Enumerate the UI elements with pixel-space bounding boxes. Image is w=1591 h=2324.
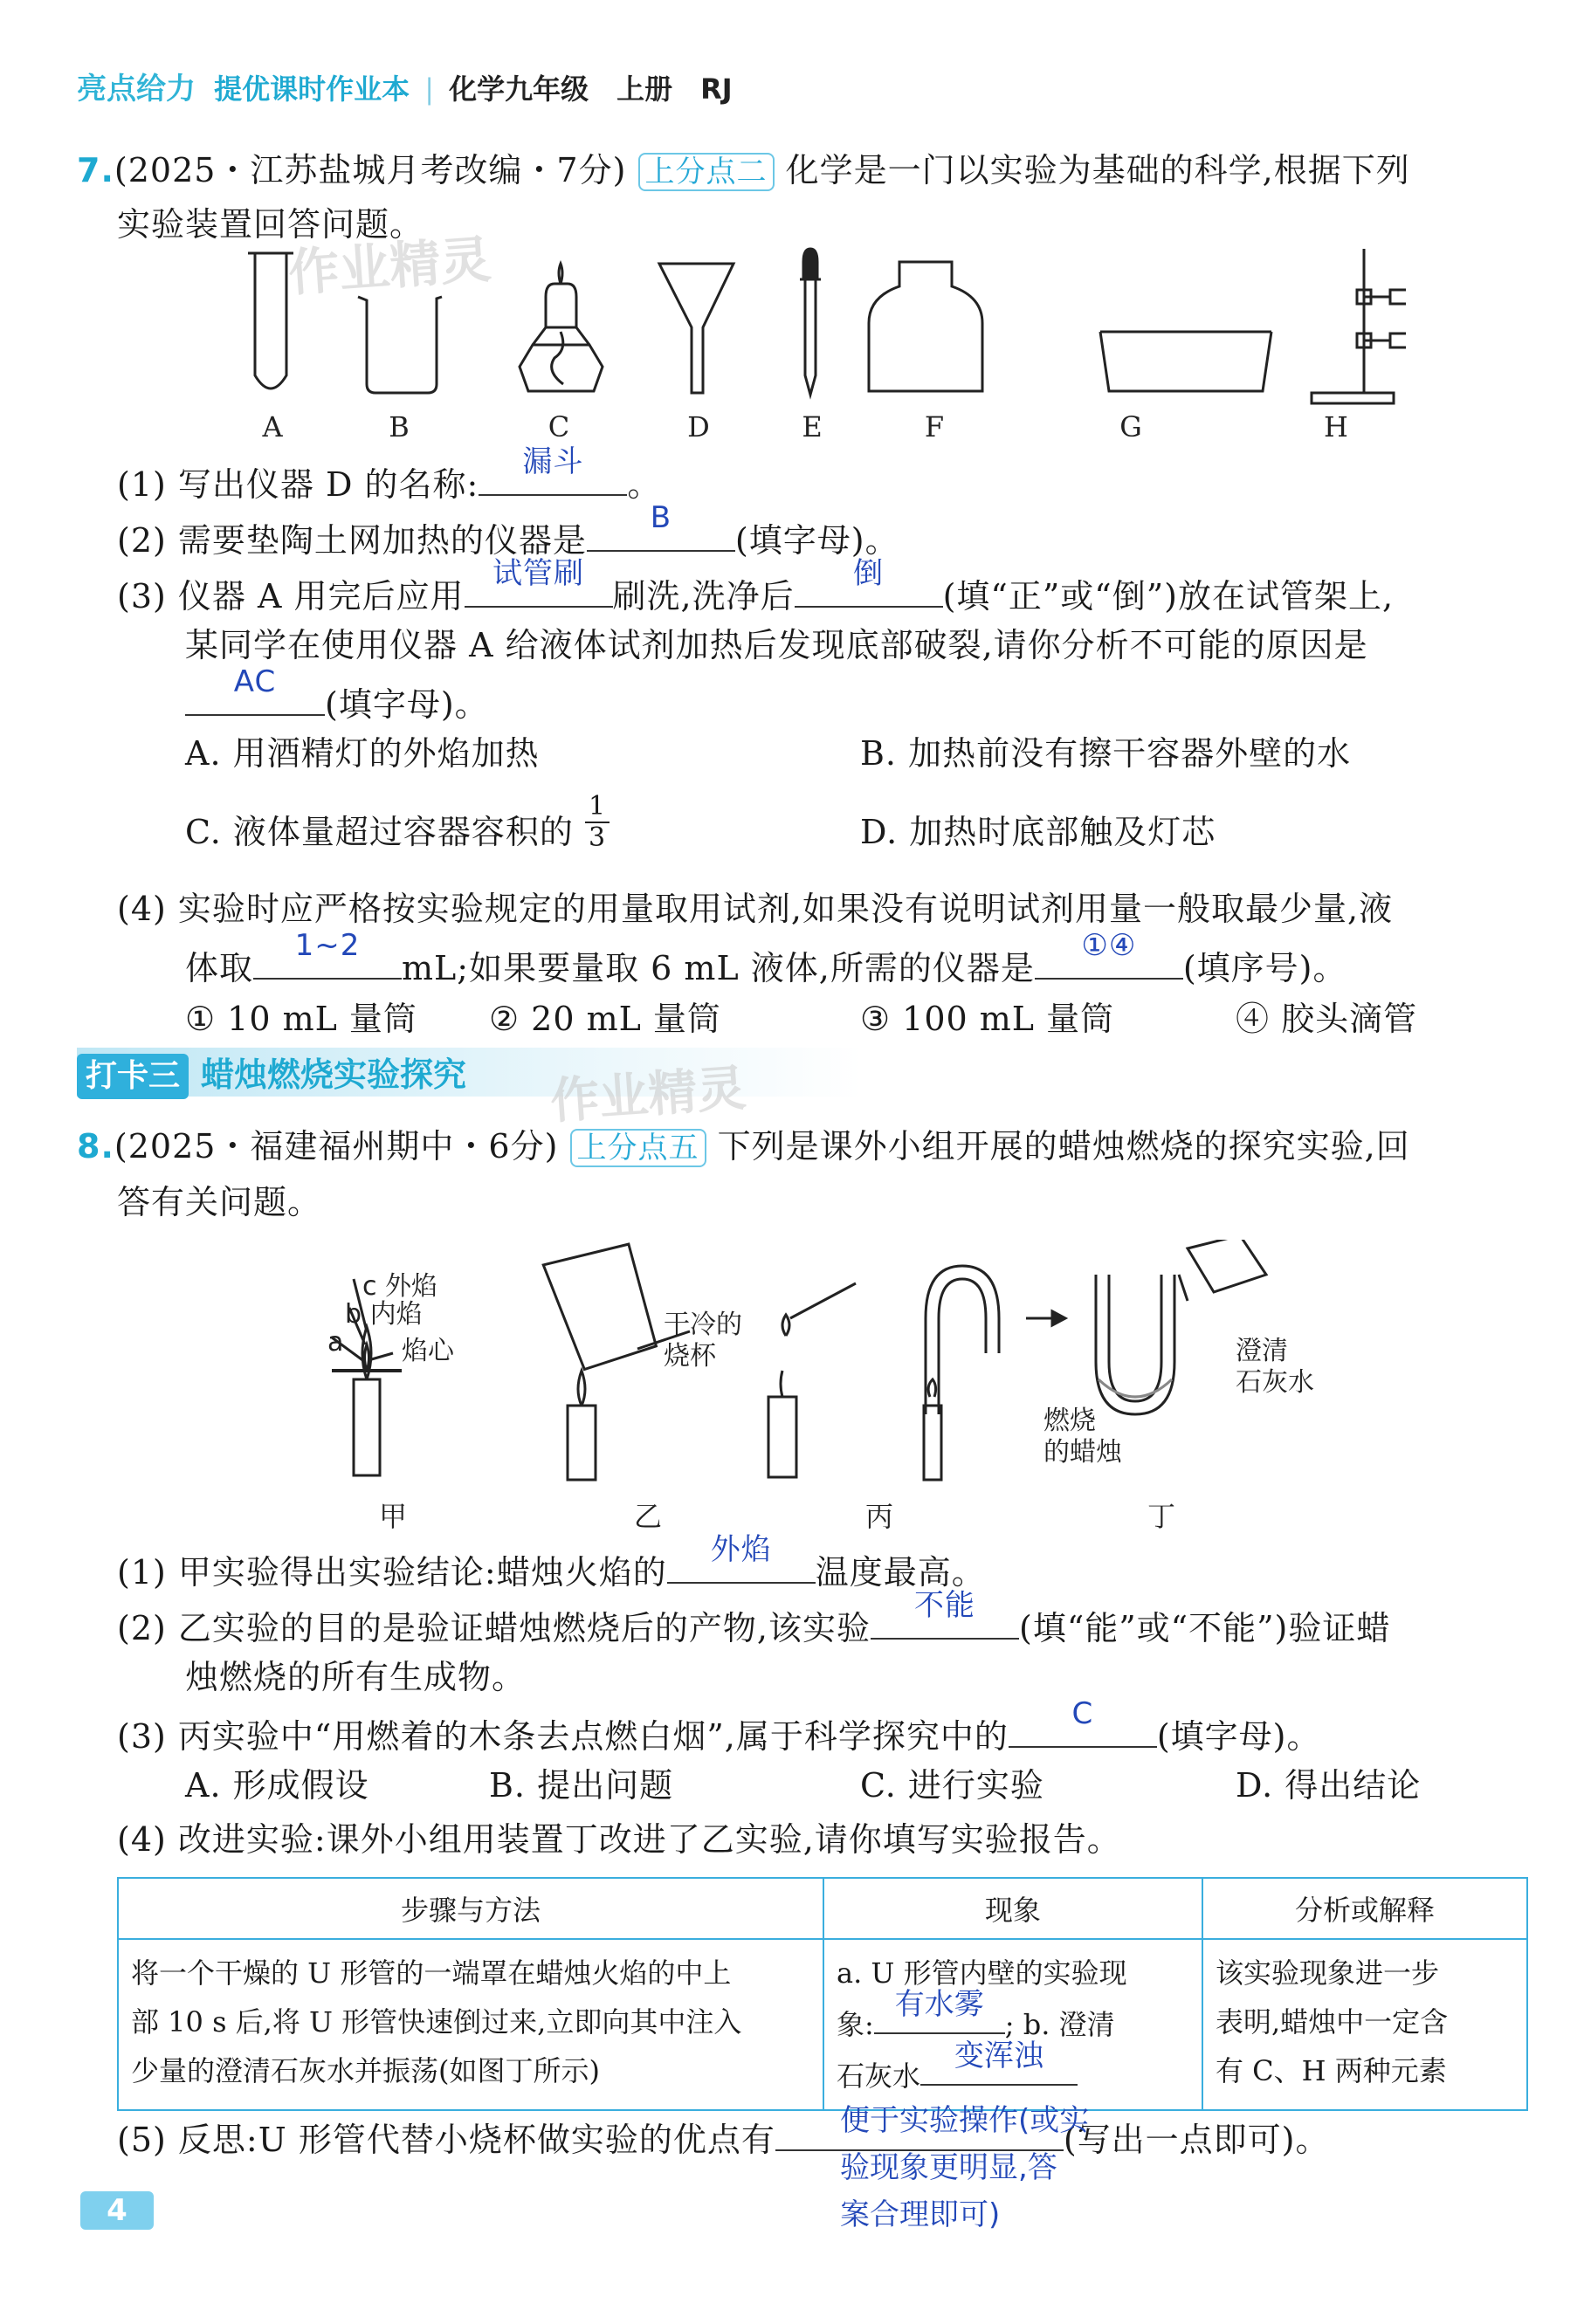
q7-number: 7. <box>77 151 114 189</box>
label-cold-beaker: 干冷的 烧杯 <box>664 1310 742 1372</box>
header-divider: | <box>424 72 434 106</box>
table-cell-phenomenon: a. U 形管内壁的实验现 象: 有水雾 ; b. 澄清 石灰水 变浑浊 <box>823 1939 1202 2110</box>
figure-label-ding: 丁 <box>1147 1500 1175 1533</box>
q7-stem: 化学是一门以实验为基础的科学,根据下列 <box>785 151 1410 189</box>
table-header-phenomenon: 现象 <box>823 1878 1202 1939</box>
section-title: 蜡烛燃烧实验探究 <box>201 1055 467 1094</box>
q7-tag: 上分点二 <box>638 153 775 191</box>
q7-part4-line2: 体取 1~2 mL;如果要量取 6 mL 液体,所需的仪器是 ①④ (填序号)。 <box>185 928 1347 987</box>
q7-part4-option-2: ② 20 mL 量筒 <box>489 1000 721 1038</box>
q8-answer-2: 不能 <box>871 1603 1019 1640</box>
experiment-report-table <box>117 1877 1528 2111</box>
label-limewater: 澄清 石灰水 <box>1236 1336 1314 1398</box>
q8-option-c: C. 进行实验 <box>860 1766 1044 1805</box>
q8-answer-3: C <box>1009 1711 1157 1748</box>
q7-option-d: D. 加热时底部触及灯芯 <box>860 813 1216 851</box>
q8-part3: (3) 丙实验中“用燃着的木条去点燃白烟”,属于科学探究中的 C (填字母)。 <box>117 1696 1321 1756</box>
q8-stem: 下列是课外小组开展的蜡烛燃烧的探究实验,回 <box>717 1127 1410 1165</box>
table-header-steps: 步骤与方法 <box>118 1878 823 1939</box>
q7-answer-4a: 1~2 <box>253 943 402 980</box>
q8-stem-line1 <box>77 1126 1410 1167</box>
wide-mouth-bottle-icon <box>869 262 982 391</box>
label-inner-flame: b 内焰 <box>345 1299 423 1330</box>
q8-part4: (4) 改进实验:课外小组用装置丁改进了乙实验,请你填写实验报告。 <box>117 1820 1121 1859</box>
q7-part4-option-4: ④ 胶头滴管 <box>1236 1000 1418 1038</box>
q7-answer-4b: ①④ <box>1035 943 1183 980</box>
q7-option-b: B. 加热前没有擦干容器外壁的水 <box>860 734 1352 773</box>
q7-option-c: C. 液体量超过容器容积的 $\frac{1}{3}$ <box>185 812 610 853</box>
q7-part4-option-3: ③ 100 mL 量筒 <box>860 1000 1115 1038</box>
q7-stem-line1 <box>77 150 1410 191</box>
q7-part3-line3: AC (填字母)。 <box>185 679 489 725</box>
q7-part2: (2) 需要垫陶土网加热的仪器是 B (填字母)。 <box>117 500 899 560</box>
q8-part1: (1) 甲实验得出实验结论:蜡烛火焰的 外焰 温度最高。 <box>117 1532 986 1592</box>
q8-tag: 上分点五 <box>570 1129 706 1167</box>
q7-part4-line1: (4) 实验时应严格按实验规定的用量取用试剂,如果没有说明试剂用量一般取最少量,液 <box>117 890 1394 928</box>
q7-answer-1: 漏斗 <box>479 459 627 496</box>
q7-source: (2025・江苏盐城月考改编・7分) <box>114 151 627 189</box>
q8-option-a: A. 形成假设 <box>185 1766 369 1805</box>
apparatus-label-f: F <box>924 410 945 443</box>
apparatus-figure <box>236 244 1406 410</box>
label-a: a <box>327 1327 344 1358</box>
figure-label-bing: 丙 <box>864 1500 893 1533</box>
q8-answer-1: 外焰 <box>667 1547 816 1584</box>
book-title: 化学九年级 上册 RJ <box>449 72 733 106</box>
page-header <box>77 65 733 107</box>
water-trough-icon <box>1100 332 1271 391</box>
apparatus-label-c: C <box>548 410 570 443</box>
q8-source: (2025・福建福州期中・6分) <box>114 1127 559 1165</box>
label-burning-candle: 燃烧 的蜡烛 <box>1043 1406 1122 1468</box>
q8-answer-5: 便于实验操作(或实 验现象更明显,答 案合理即可) <box>840 2103 1090 2232</box>
series-title: 提优课时作业本 <box>214 72 410 106</box>
table-header-analysis: 分析或解释 <box>1202 1878 1527 1939</box>
watermark-2: 作业精灵 <box>548 1060 748 1131</box>
apparatus-label-g: G <box>1119 410 1142 443</box>
page-number: 4 <box>80 2191 154 2230</box>
q7-part4-option-1: ① 10 mL 量筒 <box>185 1000 417 1038</box>
q8-answer-turbid: 变浑浊 <box>920 2049 1078 2086</box>
q7-answer-3b: 倒 <box>795 571 943 608</box>
q8-option-b: B. 提出问题 <box>489 1766 674 1805</box>
funnel-icon <box>659 264 734 393</box>
beaker-icon <box>358 297 442 393</box>
q7-part1: (1) 写出仪器 D 的名称: 漏斗 。 <box>117 444 662 504</box>
watermark: 作业精灵 <box>286 229 493 303</box>
q8-part5: (5) 反思:U 形管代替小烧杯做实验的优点有 (写出一点即可)。 <box>117 2114 1329 2160</box>
candle-experiments-figure <box>314 1240 1327 1484</box>
table-cell-analysis: 该实验现象进一步 表明,蜡烛中一定含 有 C、H 两种元素 <box>1202 1939 1527 2110</box>
q7-answer-3a: 试管刷 <box>465 571 613 608</box>
q7-option-a: A. 用酒精灯的外焰加热 <box>185 734 540 773</box>
q7-stem-line2: 实验装置回答问题。 <box>117 205 424 244</box>
q7-answer-2: B <box>587 515 735 552</box>
label-flame-core: 焰心 <box>402 1336 454 1366</box>
apparatus-label-h: H <box>1324 410 1348 443</box>
figure-label-jia: 甲 <box>378 1500 407 1533</box>
alcohol-lamp-icon <box>520 264 603 391</box>
q8-part2-line2: 烛燃烧的所有生成物。 <box>185 1658 527 1696</box>
section-tag: 打卡三 <box>77 1054 189 1099</box>
apparatus-label-d: D <box>687 410 710 443</box>
q8-part2: (2) 乙实验的目的是验证蜡烛燃烧后的产物,该实验 不能 (填“能”或“不能”)验证蜡 <box>117 1588 1391 1647</box>
q8-stem-line2: 答有关问题。 <box>117 1183 322 1221</box>
q8-option-d: D. 得出结论 <box>1236 1766 1422 1805</box>
test-tube-icon <box>248 253 293 388</box>
figure-label-yi: 乙 <box>633 1500 662 1533</box>
q8-number: 8. <box>77 1127 114 1165</box>
label-outer-flame: c 外焰 <box>362 1271 438 1302</box>
table-cell-steps: 将一个干燥的 U 形管的一端罩在蜡烛火焰的中上 部 10 s 后,将 U 形管快速倒过来,立即向其中注入 少量的澄清石灰水并振荡(如图丁所示) <box>118 1939 823 2110</box>
apparatus-label-b: B <box>389 410 410 443</box>
dropper-icon <box>800 249 821 395</box>
apparatus-label-a: A <box>262 410 283 443</box>
q7-part3: (3) 仪器 A 用完后应用 试管刷 刷洗,洗净后 倒 (填“正”或“倒”)放在试管架上, <box>117 556 1395 615</box>
fraction-one-third: $\frac{1}{3}$ <box>585 792 610 853</box>
q8-answer-water-mist: 有水雾 <box>874 1997 1005 2034</box>
q7-part3-line2: 某同学在使用仪器 A 给液体试剂加热后发现底部破裂,请你分析不可能的原因是 <box>185 626 1368 664</box>
q7-answer-3c: AC <box>185 679 325 716</box>
iron-stand-icon <box>1312 249 1406 403</box>
apparatus-label-e: E <box>802 410 823 443</box>
lighting-smoke-icon <box>768 1283 856 1477</box>
brand-logo: 亮点给力 <box>77 72 196 107</box>
